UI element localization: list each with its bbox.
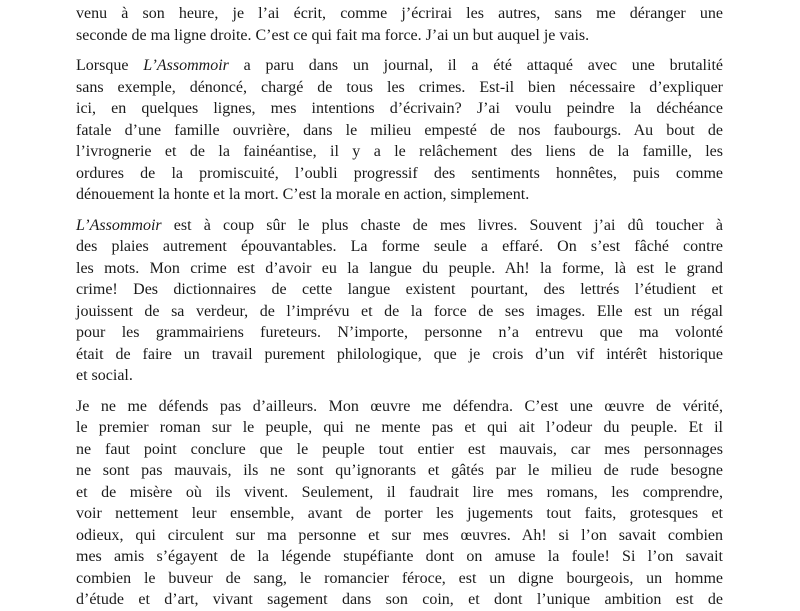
text-line: d’étude et d’art, vivant sagement dans son coin, et dont l’unique ambition est de — [76, 591, 723, 608]
text-segment: a paru dans un journal, il a été attaqué avec une brutalité — [228, 57, 723, 74]
text-line: dénouement la honte et la mort. C’est la morale en action, simplement. — [76, 186, 530, 203]
text-line: le premier roman sur le peuple, qui ne mente pas et qui ait l’odeur du peuple. Et il — [76, 419, 723, 436]
text-line: Je ne me défends pas d’ailleurs. Mon œuvre me défendra. C’est une œuvre de vérité, — [76, 397, 723, 415]
text-segment: est à coup sûr le plus chaste de mes livres. Souvent j’ai dû toucher à — [161, 216, 723, 234]
text-line: ne sont pas mauvais, ils ne sont qu’ignorants et gâtés par le milieu de rude besogne — [76, 462, 723, 479]
text-line: des plaies autrement épouvantables. La forme seule a effaré. On s’est fâché contre — [76, 238, 723, 255]
text-line — [76, 215, 723, 237]
text-line: seconde de ma ligne droite. C’est ce qui fait ma force. J’ai un but auquel je vais. — [76, 26, 590, 44]
text-line: fatale d’une famille ouvrière, dans le milieu empesté de nos faubourgs. Au bout de — [76, 121, 723, 139]
text-line: odieux, qui circulent sur ma personne et sur mes œuvres. Ah! si l’on savait combien — [76, 526, 723, 544]
text-line: ordures de la promiscuité, l’oubli progressif des sentiments honnêtes, puis comme — [76, 164, 723, 182]
text-segment: Lorsque — [76, 57, 144, 74]
text-line: et social. — [76, 367, 133, 384]
text-line: crime! Des dictionnaires de cette langue existent pourtant, des lettrés l’étudient et — [76, 281, 723, 298]
text-line: combien le buveur de sang, le romancier féroce, est un digne bourgeois, un homme — [76, 569, 723, 587]
paragraph-1 — [76, 3, 723, 46]
paragraph-4 — [76, 396, 723, 611]
text-line: sans exemple, dénoncé, chargé de tous les crimes. Est-il bien nécessaire d’expliquer — [76, 78, 723, 96]
text-line: et de misère où ils vivent. Seulement, il faudrait lire mes romans, les comprendre, — [76, 483, 723, 501]
book-title-italic: L’Assommoir — [76, 216, 162, 234]
paragraph-3 — [76, 215, 723, 387]
text-line: les mots. Mon crime est d’avoir eu la langue du peuple. Ah! la forme, là est le grand — [76, 259, 723, 277]
text-line: ici, en quelques lignes, mes intentions d’écrivain? J’ai voulu peindre la déchéance — [76, 100, 723, 117]
text-line: voir nettement leur ensemble, avant de porter les jugements tout faits, grotesques et — [76, 505, 723, 522]
text-line: jouissent de sa verdeur, de l’imprévu et de la force de ses images. Elle est un régal — [76, 302, 723, 320]
text-line: venu à son heure, je l’ai écrit, comme j’écrirai les autres, sans me déranger une — [76, 5, 723, 22]
text-line: ne faut point conclure que le peuple tout entier est mauvais, car mes personnages — [76, 440, 723, 458]
text-line: était de faire un travail purement philologique, que je crois d’un vif intérêt historique — [76, 345, 723, 363]
paragraph-2 — [76, 55, 723, 206]
text-line: l’ivrognerie et de la fainéantise, il y a le relâchement des liens de la famille, les — [76, 143, 723, 160]
text-line: pour les grammairiens fureteurs. N’importe, personne n’a entrevu que ma volonté — [76, 324, 723, 341]
text-line: mes amis s’égayent de la légende stupéfiante dont on amuse la foule! Si l’on savait — [76, 548, 723, 565]
text-line — [76, 55, 723, 77]
book-title-italic: L’Assommoir — [143, 57, 229, 74]
